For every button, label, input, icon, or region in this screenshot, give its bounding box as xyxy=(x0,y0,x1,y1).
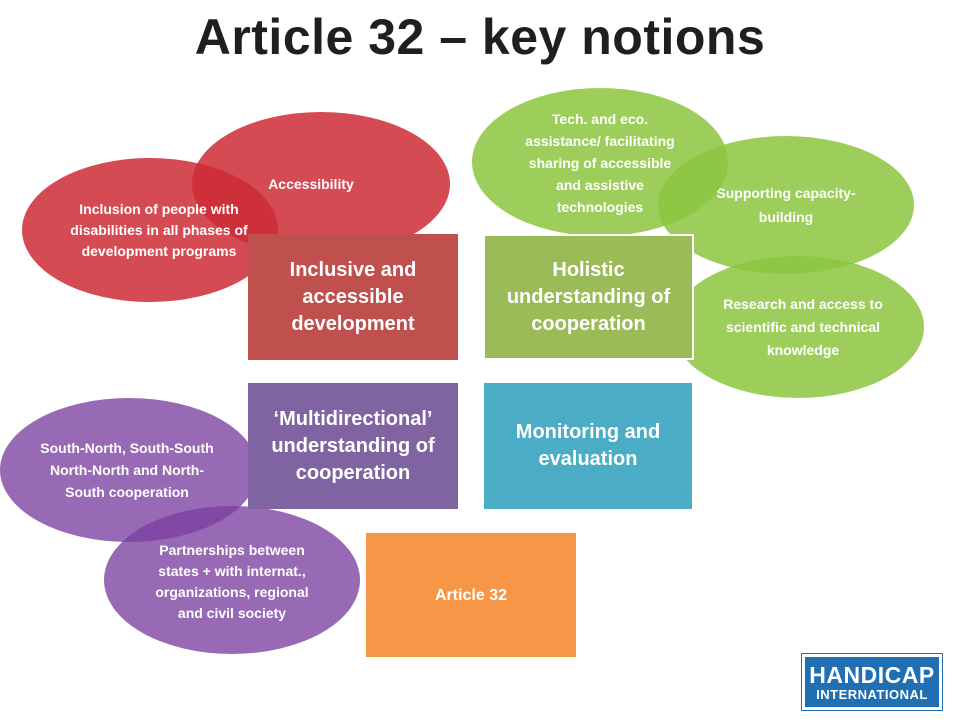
box-inclusive-development xyxy=(248,234,458,360)
box-inclusive-development-label: Inclusive and accessible development xyxy=(289,258,417,335)
box-monitoring-evaluation xyxy=(484,383,692,509)
logo-line2: INTERNATIONAL xyxy=(816,686,928,702)
handicap-international-logo xyxy=(802,654,942,710)
ellipse-partnerships xyxy=(104,506,360,654)
page-title: Article 32 – key notions xyxy=(194,9,766,65)
box-holistic-understanding-label: Holistic understanding of cooperation xyxy=(506,258,671,335)
box-monitoring-evaluation-label: Monitoring and evaluation xyxy=(515,421,661,470)
ellipse-inclusion xyxy=(22,158,278,302)
ellipse-capacity-label: Supporting capacity-building xyxy=(716,185,856,225)
box-article-32-label: Article 32 xyxy=(434,586,508,604)
logo-line1: HANDICAP xyxy=(809,661,935,688)
box-multidirectional xyxy=(248,383,458,509)
box-article-32 xyxy=(366,533,576,657)
ellipse-tech-assistance-label: Tech. and eco. assistance/ facilitating sharing of accessible and assistive technologies xyxy=(525,111,675,215)
ellipse-research xyxy=(672,256,924,398)
ellipse-south-north-label: South-North, South-South North-North and North-South cooperation xyxy=(40,440,214,500)
ellipse-tech-assistance xyxy=(472,88,728,236)
ellipse-partnerships-label: Partnerships between states + with internat., organizations, regional and civil society xyxy=(155,542,309,621)
ellipse-research-label: Research and access to scientific and technical knowledge xyxy=(723,295,883,358)
ellipse-accessibility-label: Accessibility xyxy=(268,176,354,192)
box-multidirectional-label: ‘Multidirectional’ understanding of cooperation xyxy=(271,407,435,484)
box-holistic-understanding xyxy=(483,234,694,360)
ellipse-inclusion-label: Inclusion of people with disabilities in all phases of development programs xyxy=(70,200,248,259)
